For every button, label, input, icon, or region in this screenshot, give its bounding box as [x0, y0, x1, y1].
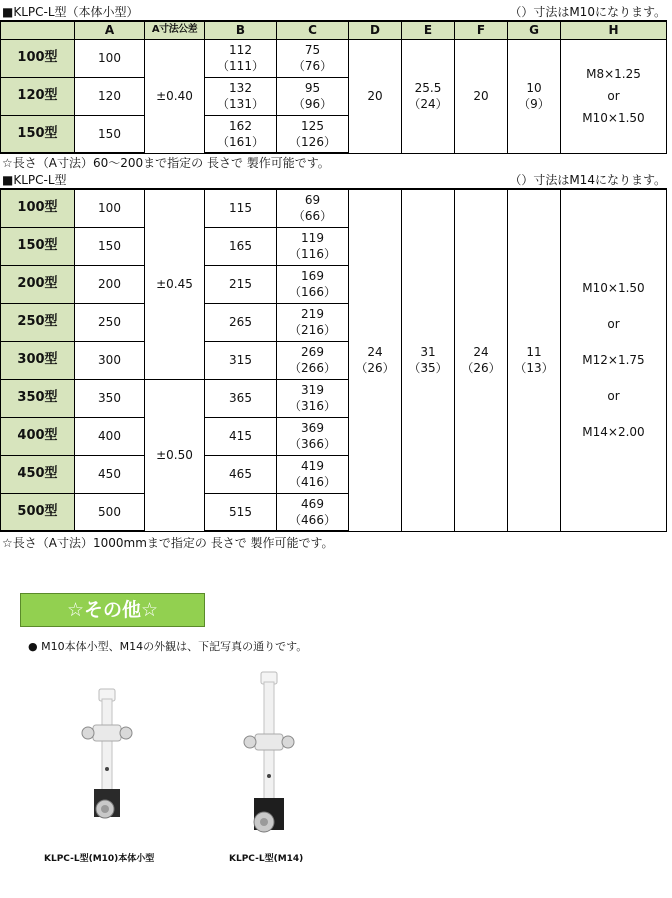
c-cell: 469 （466） [277, 493, 349, 531]
b-cell: 165 [205, 227, 277, 265]
tolerance-cell: ±0.45 [145, 189, 205, 379]
c-cell: 119 （116） [277, 227, 349, 265]
a-cell: 400 [75, 417, 145, 455]
tolerance-cell: ±0.40 [145, 39, 205, 153]
d-cell: 24 （26） [349, 189, 402, 531]
header-f: F [455, 21, 508, 39]
a-cell: 100 [75, 39, 145, 77]
table1-header [2, 4, 666, 20]
e-cell: 31 （35） [402, 189, 455, 531]
b-cell: 315 [205, 341, 277, 379]
h-cell: M8×1.25 or M10×1.50 [561, 39, 667, 153]
c-cell: 319 （316） [277, 379, 349, 417]
header-c: C [277, 21, 349, 39]
model-cell: 150型 [1, 115, 75, 153]
b-cell: 132 （131） [205, 77, 277, 115]
model-cell: 450型 [1, 455, 75, 493]
header-b: B [205, 21, 277, 39]
other-section-banner: ☆その他☆ [20, 593, 205, 627]
length-note-2: ☆長さ（A寸法）1000mmまで指定の 長さで 製作可能です。 [2, 536, 334, 550]
header-a: A [75, 21, 145, 39]
a-cell: 250 [75, 303, 145, 341]
a-cell: 350 [75, 379, 145, 417]
spec-table-standard [0, 188, 667, 532]
c-cell: 269 （266） [277, 341, 349, 379]
model-cell: 350型 [1, 379, 75, 417]
h-cell: M10×1.50 or M12×1.75 or M14×2.00 [561, 189, 667, 531]
f-cell: 20 [455, 39, 508, 153]
c-cell: 125 （126） [277, 115, 349, 153]
c-cell: 69 （66） [277, 189, 349, 227]
c-cell: 419 （416） [277, 455, 349, 493]
table1-dimension-note: （）寸法はM10になります。 [509, 5, 666, 19]
b-cell: 465 [205, 455, 277, 493]
a-cell: 200 [75, 265, 145, 303]
b-cell: 215 [205, 265, 277, 303]
f-cell: 24 （26） [455, 189, 508, 531]
length-note-1: ☆長さ（A寸法）60～200まで指定の 長さで 製作可能です。 [2, 156, 330, 170]
header-model [1, 21, 75, 39]
b-cell: 415 [205, 417, 277, 455]
c-cell: 95 （96） [277, 77, 349, 115]
g-cell: 11 （13） [508, 189, 561, 531]
c-cell: 75 （76） [277, 39, 349, 77]
b-cell: 515 [205, 493, 277, 531]
a-cell: 450 [75, 455, 145, 493]
model-cell: 400型 [1, 417, 75, 455]
header-tolerance: A寸法公差 [145, 21, 205, 39]
header-h: H [561, 21, 667, 39]
table2-dimension-note: （）寸法はM14になります。 [509, 173, 666, 187]
table-row [1, 189, 667, 227]
header-g: G [508, 21, 561, 39]
a-cell: 100 [75, 189, 145, 227]
header-d: D [349, 21, 402, 39]
model-cell: 500型 [1, 493, 75, 531]
a-cell: 150 [75, 115, 145, 153]
tolerance-cell: ±0.50 [145, 379, 205, 531]
model-cell: 120型 [1, 77, 75, 115]
model-cell: 100型 [1, 189, 75, 227]
model-cell: 250型 [1, 303, 75, 341]
model-cell: 150型 [1, 227, 75, 265]
product-photo-m10 [78, 685, 138, 830]
b-cell: 115 [205, 189, 277, 227]
a-cell: 120 [75, 77, 145, 115]
g-cell: 10 （9） [508, 39, 561, 153]
model-cell: 200型 [1, 265, 75, 303]
b-cell: 365 [205, 379, 277, 417]
a-cell: 300 [75, 341, 145, 379]
c-cell: 169 （166） [277, 265, 349, 303]
table1-title: ■KLPC-L型（本体小型） [2, 5, 139, 19]
table-row [1, 39, 667, 77]
appearance-note: ● M10本体小型、M14の外観は、下記写真の通りです。 [28, 640, 308, 653]
table2-title: ■KLPC-L型 [2, 173, 67, 187]
b-cell: 265 [205, 303, 277, 341]
photo-caption-m10: KLPC-L型(M10)本体小型 [44, 854, 155, 864]
a-cell: 150 [75, 227, 145, 265]
e-cell: 25.5 （24） [402, 39, 455, 153]
product-photo-m14 [240, 668, 300, 840]
a-cell: 500 [75, 493, 145, 531]
b-cell: 112 （111） [205, 39, 277, 77]
c-cell: 369 （366） [277, 417, 349, 455]
model-cell: 100型 [1, 39, 75, 77]
d-cell: 20 [349, 39, 402, 153]
model-cell: 300型 [1, 341, 75, 379]
header-e: E [402, 21, 455, 39]
b-cell: 162 （161） [205, 115, 277, 153]
photo-caption-m14: KLPC-L型(M14) [229, 854, 304, 864]
table2-header [2, 172, 666, 188]
spec-table-small [0, 20, 667, 154]
c-cell: 219 （216） [277, 303, 349, 341]
